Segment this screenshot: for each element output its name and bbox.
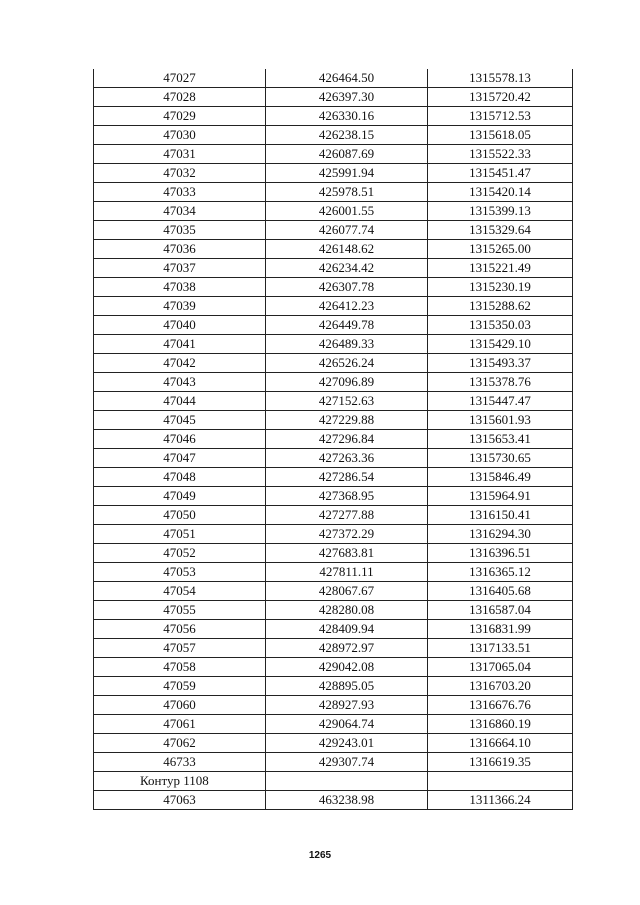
table-row (94, 107, 573, 126)
y-coordinate-cell: 1315288.62 (428, 297, 573, 316)
y-coordinate-cell: 1315846.49 (428, 468, 573, 487)
x-coordinate-cell: 426307.78 (266, 278, 428, 297)
point-number-cell: 47062 (94, 734, 266, 753)
y-coordinate-cell: 1316619.35 (428, 753, 573, 772)
point-number-cell: 47045 (94, 411, 266, 430)
point-number-cell: 47056 (94, 620, 266, 639)
table-row (94, 715, 573, 734)
point-number-cell: 47039 (94, 297, 266, 316)
point-number-cell: 47043 (94, 373, 266, 392)
point-number-cell: 47033 (94, 183, 266, 202)
contour-label: Контур 1108 (94, 772, 266, 791)
x-coordinate-cell: 426330.16 (266, 107, 428, 126)
table-row (94, 544, 573, 563)
table-row (94, 221, 573, 240)
x-coordinate-cell: 426397.30 (266, 88, 428, 107)
x-coordinate-cell: 426077.74 (266, 221, 428, 240)
y-coordinate-cell: 1315265.00 (428, 240, 573, 259)
x-coordinate-cell: 427683.81 (266, 544, 428, 563)
table-row (94, 69, 573, 88)
x-coordinate-cell: 428067.67 (266, 582, 428, 601)
x-coordinate-cell: 426526.24 (266, 354, 428, 373)
point-number-cell: 47049 (94, 487, 266, 506)
x-coordinate-cell: 425978.51 (266, 183, 428, 202)
y-coordinate-cell: 1315329.64 (428, 221, 573, 240)
x-coordinate-cell: 429064.74 (266, 715, 428, 734)
x-coordinate-cell: 427152.63 (266, 392, 428, 411)
x-coordinate-cell: 426001.55 (266, 202, 428, 221)
table-row (94, 183, 573, 202)
x-coordinate-cell: 427372.29 (266, 525, 428, 544)
x-coordinate-cell: 427286.54 (266, 468, 428, 487)
point-number-cell: 47038 (94, 278, 266, 297)
point-number-cell: 47057 (94, 639, 266, 658)
table-row (94, 126, 573, 145)
x-coordinate-cell: 426087.69 (266, 145, 428, 164)
point-number-cell: 47035 (94, 221, 266, 240)
x-coordinate-cell: 428972.97 (266, 639, 428, 658)
y-coordinate-cell: 1315578.13 (428, 69, 573, 88)
x-coordinate-cell (266, 772, 428, 791)
table-row (94, 164, 573, 183)
x-coordinate-cell: 426449.78 (266, 316, 428, 335)
table-row (94, 468, 573, 487)
y-coordinate-cell: 1316396.51 (428, 544, 573, 563)
x-coordinate-cell: 429307.74 (266, 753, 428, 772)
point-number-cell: 47058 (94, 658, 266, 677)
point-number-cell: 47032 (94, 164, 266, 183)
x-coordinate-cell: 427229.88 (266, 411, 428, 430)
y-coordinate-cell: 1315964.91 (428, 487, 573, 506)
y-coordinate-cell: 1316405.68 (428, 582, 573, 601)
y-coordinate-cell: 1315221.49 (428, 259, 573, 278)
y-coordinate-cell: 1315429.10 (428, 335, 573, 354)
x-coordinate-cell: 426489.33 (266, 335, 428, 354)
table-row (94, 278, 573, 297)
table-row (94, 582, 573, 601)
x-coordinate-cell: 463238.98 (266, 791, 428, 810)
point-number-cell: 47055 (94, 601, 266, 620)
table-row (94, 202, 573, 221)
table-row (94, 88, 573, 107)
table-row (94, 696, 573, 715)
point-number-cell: 47030 (94, 126, 266, 145)
table-row (94, 753, 573, 772)
x-coordinate-cell: 425991.94 (266, 164, 428, 183)
point-number-cell: 47048 (94, 468, 266, 487)
point-number-cell: 47054 (94, 582, 266, 601)
x-coordinate-cell: 426234.42 (266, 259, 428, 278)
table-row (94, 658, 573, 677)
coordinates-table (93, 69, 573, 810)
y-coordinate-cell: 1316365.12 (428, 563, 573, 582)
table-row (94, 354, 573, 373)
table-row (94, 316, 573, 335)
table-row (94, 677, 573, 696)
x-coordinate-cell: 427096.89 (266, 373, 428, 392)
point-number-cell: 47041 (94, 335, 266, 354)
x-coordinate-cell: 429243.01 (266, 734, 428, 753)
y-coordinate-cell: 1315447.47 (428, 392, 573, 411)
x-coordinate-cell: 428409.94 (266, 620, 428, 639)
point-number-cell: 47031 (94, 145, 266, 164)
table-row (94, 525, 573, 544)
table-row (94, 601, 573, 620)
table-row (94, 563, 573, 582)
y-coordinate-cell: 1315230.19 (428, 278, 573, 297)
table-row (94, 487, 573, 506)
y-coordinate-cell: 1315451.47 (428, 164, 573, 183)
y-coordinate-cell: 1315712.53 (428, 107, 573, 126)
y-coordinate-cell (428, 772, 573, 791)
x-coordinate-cell: 426148.62 (266, 240, 428, 259)
table-row (94, 620, 573, 639)
point-number-cell: 47037 (94, 259, 266, 278)
table-row (94, 639, 573, 658)
table-row (94, 791, 573, 810)
point-number-cell: 47036 (94, 240, 266, 259)
table-row (94, 259, 573, 278)
y-coordinate-cell: 1316294.30 (428, 525, 573, 544)
point-number-cell: 47029 (94, 107, 266, 126)
y-coordinate-cell: 1316831.99 (428, 620, 573, 639)
y-coordinate-cell: 1317065.04 (428, 658, 573, 677)
y-coordinate-cell: 1311366.24 (428, 791, 573, 810)
point-number-cell: 47046 (94, 430, 266, 449)
x-coordinate-cell: 428280.08 (266, 601, 428, 620)
table-row (94, 449, 573, 468)
y-coordinate-cell: 1316150.41 (428, 506, 573, 525)
point-number-cell: 47063 (94, 791, 266, 810)
y-coordinate-cell: 1315618.05 (428, 126, 573, 145)
y-coordinate-cell: 1316676.76 (428, 696, 573, 715)
point-number-cell: 46733 (94, 753, 266, 772)
y-coordinate-cell: 1316587.04 (428, 601, 573, 620)
point-number-cell: 47061 (94, 715, 266, 734)
table-row (94, 772, 573, 791)
x-coordinate-cell: 428927.93 (266, 696, 428, 715)
point-number-cell: 47040 (94, 316, 266, 335)
point-number-cell: 47044 (94, 392, 266, 411)
x-coordinate-cell: 427368.95 (266, 487, 428, 506)
table-row (94, 335, 573, 354)
y-coordinate-cell: 1316664.10 (428, 734, 573, 753)
y-coordinate-cell: 1315601.93 (428, 411, 573, 430)
y-coordinate-cell: 1315493.37 (428, 354, 573, 373)
point-number-cell: 47042 (94, 354, 266, 373)
table-row (94, 392, 573, 411)
table-row (94, 145, 573, 164)
point-number-cell: 47053 (94, 563, 266, 582)
x-coordinate-cell: 426412.23 (266, 297, 428, 316)
x-coordinate-cell: 426238.15 (266, 126, 428, 145)
y-coordinate-cell: 1316860.19 (428, 715, 573, 734)
y-coordinate-cell: 1315653.41 (428, 430, 573, 449)
y-coordinate-cell: 1315350.03 (428, 316, 573, 335)
x-coordinate-cell: 428895.05 (266, 677, 428, 696)
table-row (94, 373, 573, 392)
table-row (94, 506, 573, 525)
y-coordinate-cell: 1315420.14 (428, 183, 573, 202)
page-number: 1265 (308, 850, 332, 861)
y-coordinate-cell: 1317133.51 (428, 639, 573, 658)
table-row (94, 297, 573, 316)
point-number-cell: 47034 (94, 202, 266, 221)
y-coordinate-cell: 1315399.13 (428, 202, 573, 221)
point-number-cell: 47052 (94, 544, 266, 563)
x-coordinate-cell: 429042.08 (266, 658, 428, 677)
x-coordinate-cell: 426464.50 (266, 69, 428, 88)
y-coordinate-cell: 1315522.33 (428, 145, 573, 164)
table-row (94, 240, 573, 259)
y-coordinate-cell: 1315720.42 (428, 88, 573, 107)
point-number-cell: 47060 (94, 696, 266, 715)
point-number-cell: 47051 (94, 525, 266, 544)
y-coordinate-cell: 1315378.76 (428, 373, 573, 392)
point-number-cell: 47047 (94, 449, 266, 468)
y-coordinate-cell: 1315730.65 (428, 449, 573, 468)
x-coordinate-cell: 427277.88 (266, 506, 428, 525)
point-number-cell: 47059 (94, 677, 266, 696)
point-number-cell: 47027 (94, 69, 266, 88)
point-number-cell: 47050 (94, 506, 266, 525)
table-row (94, 411, 573, 430)
y-coordinate-cell: 1316703.20 (428, 677, 573, 696)
point-number-cell: 47028 (94, 88, 266, 107)
x-coordinate-cell: 427263.36 (266, 449, 428, 468)
table-row (94, 734, 573, 753)
x-coordinate-cell: 427296.84 (266, 430, 428, 449)
coordinates-table-body (94, 69, 573, 810)
x-coordinate-cell: 427811.11 (266, 563, 428, 582)
table-row (94, 430, 573, 449)
